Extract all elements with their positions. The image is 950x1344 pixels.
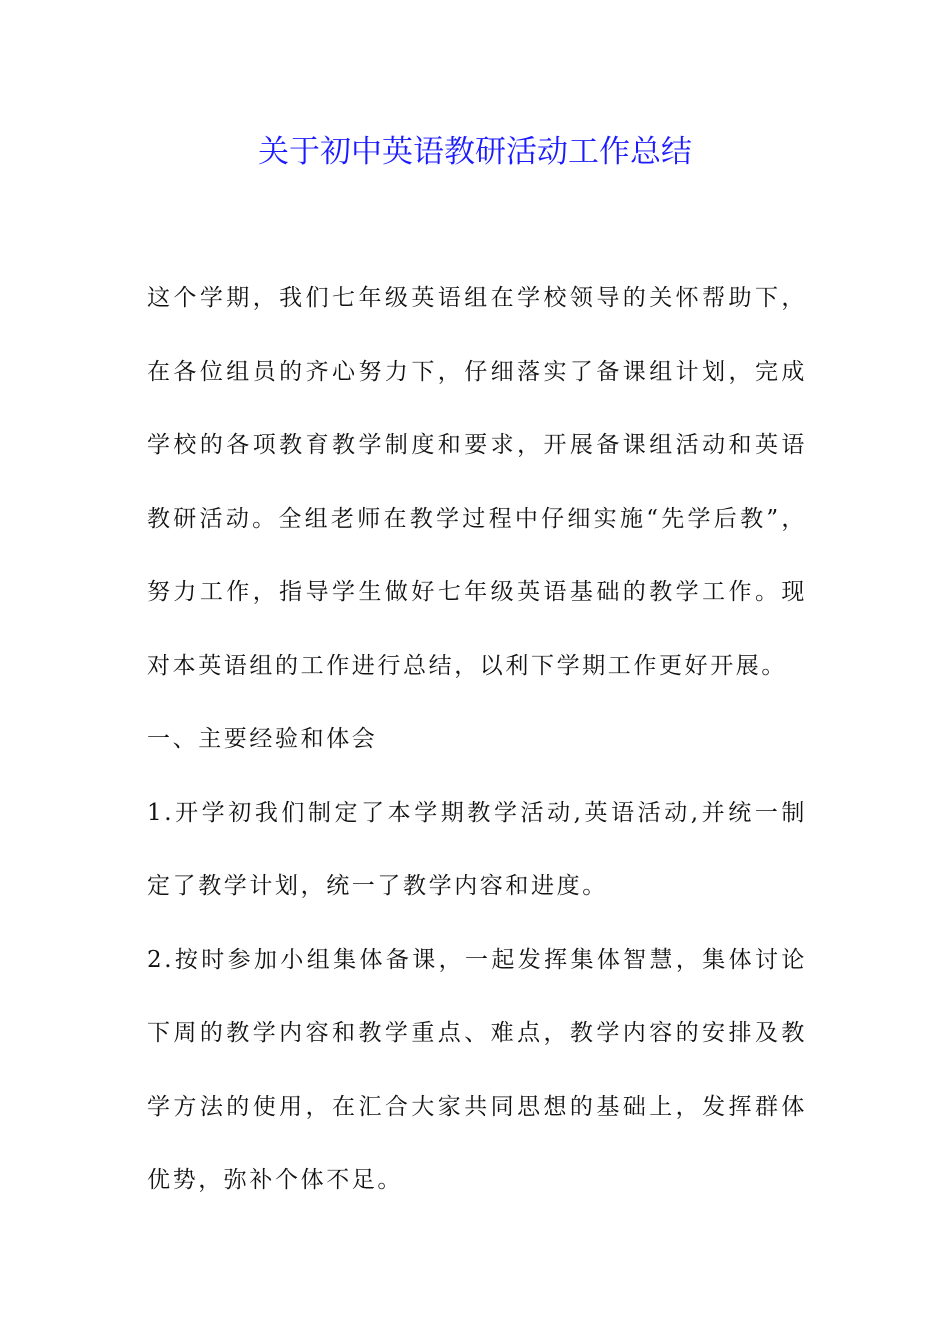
document-body xyxy=(147,262,807,1218)
document-title: 关于初中英语教研活动工作总结 xyxy=(258,134,692,170)
intro-paragraph: 这个学期，我们七年级英语组在学校领导的关怀帮助下，在各位组员的齐心努力下，仔细落实了备课组计划，完成学校的各项教育教学制度和要求，开展备课组活动和英语教研活动。全组老师在教学过程中仔细实施“先学后教”，努力工作，指导学生做好七年级英语基础的教学工作。现对本英语组的工作进行总结，以利下学期工作更好开展。 xyxy=(147,285,807,679)
section-heading: 一、主要经验和体会 xyxy=(147,726,378,752)
list-item-2: 2.按时参加小组集体备课，一起发挥集体智慧，集体讨论下周的教学内容和教学重点、难点，教学内容的安排及教学方法的使用，在汇合大家共同思想的基础上，发挥群体优势，弥补个体不足。 xyxy=(147,946,807,1193)
list-item-1: 1.开学初我们制定了本学期教学活动,英语活动,并统一制定了教学计划，统一了教学内容和进度。 xyxy=(147,799,807,899)
